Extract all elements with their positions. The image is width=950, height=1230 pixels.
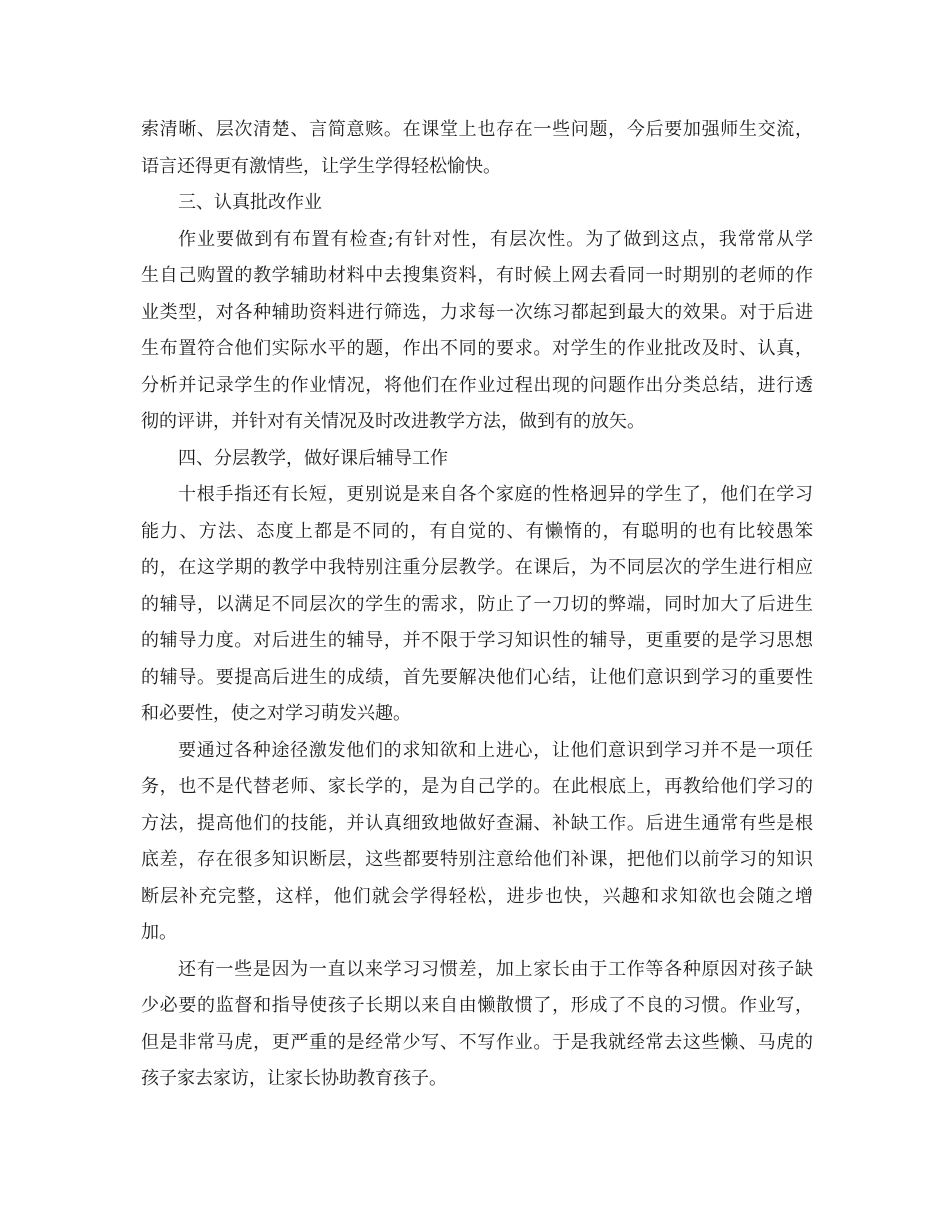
text-line: 少必要的监督和指导使孩子长期以来自由懒散惯了，形成了不良的习惯。作业写，	[141, 995, 813, 1016]
text-line: 的辅导力度。对后进生的辅导，并不限于学习知识性的辅导，更重要的是学习思想	[141, 630, 813, 651]
text-line: 加。	[141, 922, 177, 943]
paragraph	[141, 222, 813, 441]
text-line: 业类型，对各种辅助资料进行筛选，力求每一次练习都起到最大的效果。对于后进	[141, 301, 813, 323]
text-line: 生布置符合他们实际水平的题，作出不同的要求。对学生的作业批改及时、认真，	[141, 338, 813, 359]
text-line: 分析并记录学生的作业情况，将他们在作业过程出现的问题作出分类总结，进行透	[141, 374, 813, 396]
text-line: 断层补充完整，这样，他们就会学得轻松，进步也快，兴趣和求知欲也会随之增	[141, 885, 813, 907]
heading-text: 四、分层教学，做好课后辅导工作	[178, 447, 448, 469]
text-line: 十根手指还有长短，更别说是来自各个家庭的性格迥异的学生了，他们在学习	[178, 484, 813, 505]
text-line: 的辅导。要提高后进生的成绩，首先要解决他们心结，让他们意识到学习的重要性	[141, 666, 813, 688]
section-heading	[141, 441, 813, 478]
paragraph	[141, 477, 813, 733]
text-line: 还有一些是因为一直以来学习习惯差，加上家长由于工作等各种原因对孩子缺	[178, 958, 813, 980]
text-line: 方法，提高他们的技能，并认真细致地做好查漏、补缺工作。后进生通常有些是根	[141, 812, 813, 834]
paragraph	[141, 733, 813, 952]
text-line: 生自己购置的教学辅助材料中去搜集资料，有时候上网去看同一时期别的老师的作	[141, 265, 813, 286]
text-line: 孩子家去家访，让家长协助教育孩子。	[141, 1068, 447, 1089]
text-line: 索清晰、层次清楚、言简意赅。在课堂上也存在一些问题，今后要加强师生交流，	[141, 119, 813, 140]
text-line: 的，在这学期的教学中我特别注重分层教学。在课后，为不同层次的学生进行相应	[141, 557, 813, 578]
document-body	[141, 112, 813, 1098]
text-line: 彻的评讲，并针对有关情况及时改进教学方法，做到有的放矢。	[141, 411, 645, 432]
text-line: 语言还得更有激情些，让学生学得轻松愉快。	[141, 155, 501, 177]
text-line: 能力、方法、态度上都是不同的，有自觉的、有懒惰的，有聪明的也有比较愚笨	[141, 520, 813, 542]
text-line: 务，也不是代替老师、家长学的，是为自己学的。在此根底上，再教给他们学习的	[141, 776, 813, 797]
text-line: 的辅导，以满足不同层次的学生的需求，防止了一刀切的弊端，同时加大了后进生	[141, 593, 813, 615]
heading-text: 三、认真批改作业	[178, 192, 322, 213]
paragraph	[141, 952, 813, 1098]
text-line: 和必要性，使之对学习萌发兴趣。	[141, 703, 411, 724]
text-line: 作业要做到有布置有检查;有针对性，有层次性。为了做到这点，我常常从学	[178, 228, 813, 250]
paragraph	[141, 112, 813, 185]
text-line: 但是非常马虎，更严重的是经常少写、不写作业。于是我就经常去这些懒、马虎的	[141, 1031, 813, 1053]
text-line: 底差，存在很多知识断层，这些都要特别注意给他们补课，把他们以前学习的知识	[141, 849, 813, 870]
section-heading	[141, 185, 813, 222]
text-line: 要通过各种途径激发他们的求知欲和上进心，让他们意识到学习并不是一项任	[178, 739, 813, 761]
